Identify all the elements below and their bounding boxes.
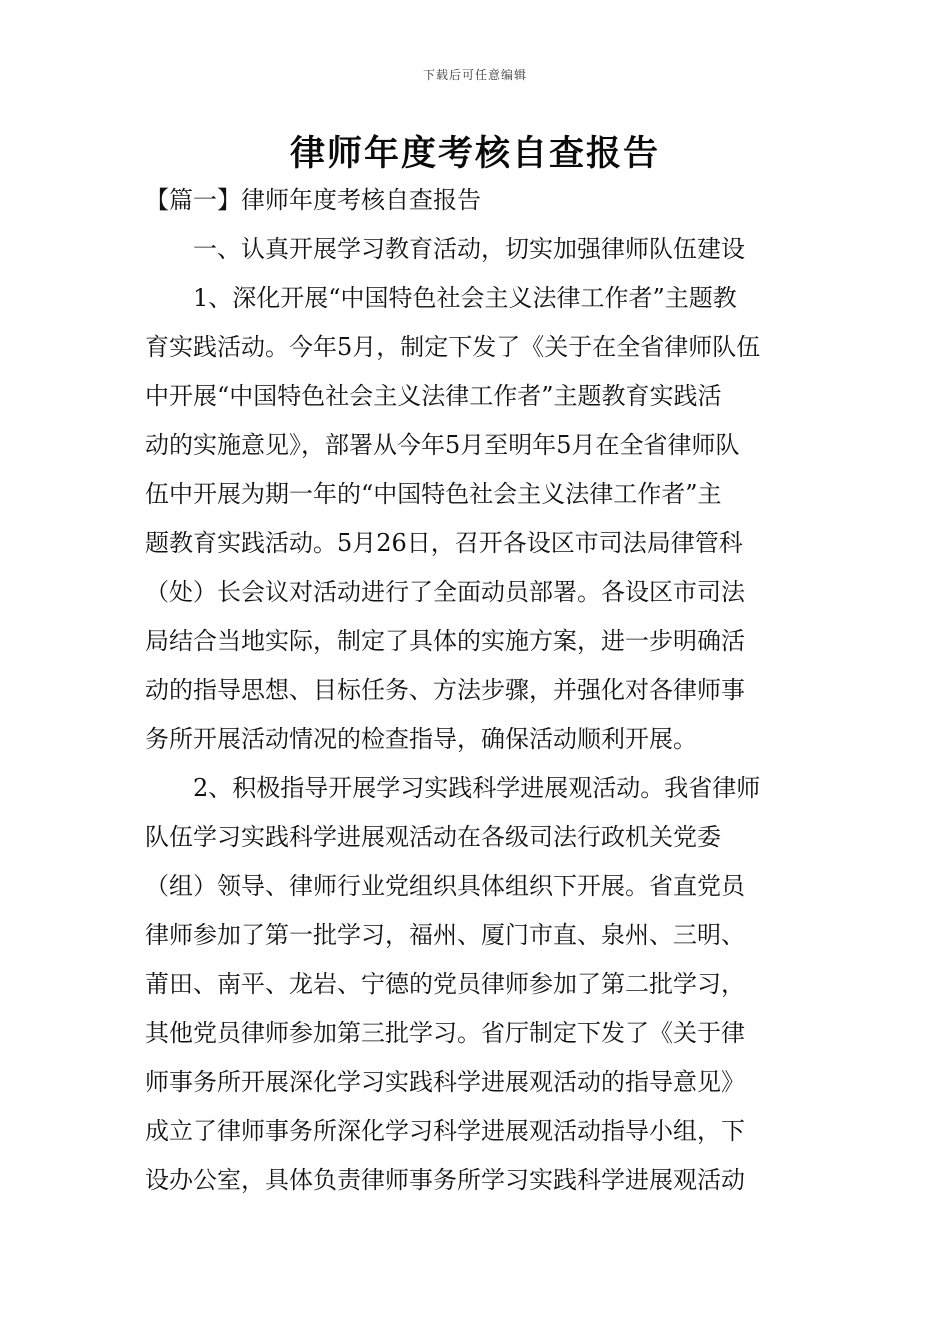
paragraph-line: 务所开展活动情况的检查指导，确保活动顺利开展。 bbox=[145, 725, 697, 753]
paragraph-line: 莆田、南平、龙岩、宁德的党员律师参加了第二批学习， bbox=[145, 970, 745, 998]
paragraph-line: 伍中开展为期一年的“中国特色社会主义法律工作者”主 bbox=[145, 480, 722, 508]
paragraph-line: 成立了律师事务所深化学习科学进展观活动指导小组，下 bbox=[145, 1117, 745, 1145]
paragraph-line: 局结合当地实际，制定了具体的实施方案，进一步明确活 bbox=[145, 627, 745, 655]
subsection-heading: 一、认真开展学习教育活动，切实加强律师队伍建设 bbox=[193, 235, 745, 263]
paragraph-line: 动的指导思想、目标任务、方法步骤，并强化对各律师事 bbox=[145, 676, 745, 704]
paragraph-line: 设办公室，具体负责律师事务所学习实践科学进展观活动 bbox=[145, 1166, 745, 1194]
paragraph-line: （组）领导、律师行业党组织具体组织下开展。省直党员 bbox=[145, 872, 745, 900]
paragraph-line: 律师参加了第一批学习，福州、厦门市直、泉州、三明、 bbox=[145, 921, 745, 949]
document-title: 律师年度考核自查报告 bbox=[289, 133, 660, 174]
paragraph-line: 育实践活动。今年5月，制定下发了《关于在全省律师队伍 bbox=[145, 333, 761, 361]
paragraph-line: 题教育实践活动。5月26日，召开各设区市司法局律管科 bbox=[145, 529, 743, 557]
paragraph-line: 其他党员律师参加第三批学习。省厅制定下发了《关于律 bbox=[145, 1019, 745, 1047]
section-heading: 【篇一】律师年度考核自查报告 bbox=[145, 186, 481, 214]
paragraph-line: 1、深化开展“中国特色社会主义法律工作者”主题教 bbox=[193, 284, 737, 312]
paragraph-line: 师事务所开展深化学习实践科学进展观活动的指导意见》 bbox=[145, 1068, 745, 1096]
page-header-note: 下载后可任意编辑 bbox=[422, 68, 527, 82]
paragraph-line: 队伍学习实践科学进展观活动在各级司法行政机关党委 bbox=[145, 823, 721, 851]
paragraph-line: （处）长会议对活动进行了全面动员部署。各设区市司法 bbox=[145, 578, 745, 606]
paragraph-line: 2、积极指导开展学习实践科学进展观活动。我省律师 bbox=[193, 774, 761, 802]
paragraph-line: 中开展“中国特色社会主义法律工作者”主题教育实践活 bbox=[145, 382, 722, 410]
paragraph-line: 动的实施意见》，部署从今年5月至明年5月在全省律师队 bbox=[145, 431, 740, 459]
document-body bbox=[145, 176, 810, 1205]
